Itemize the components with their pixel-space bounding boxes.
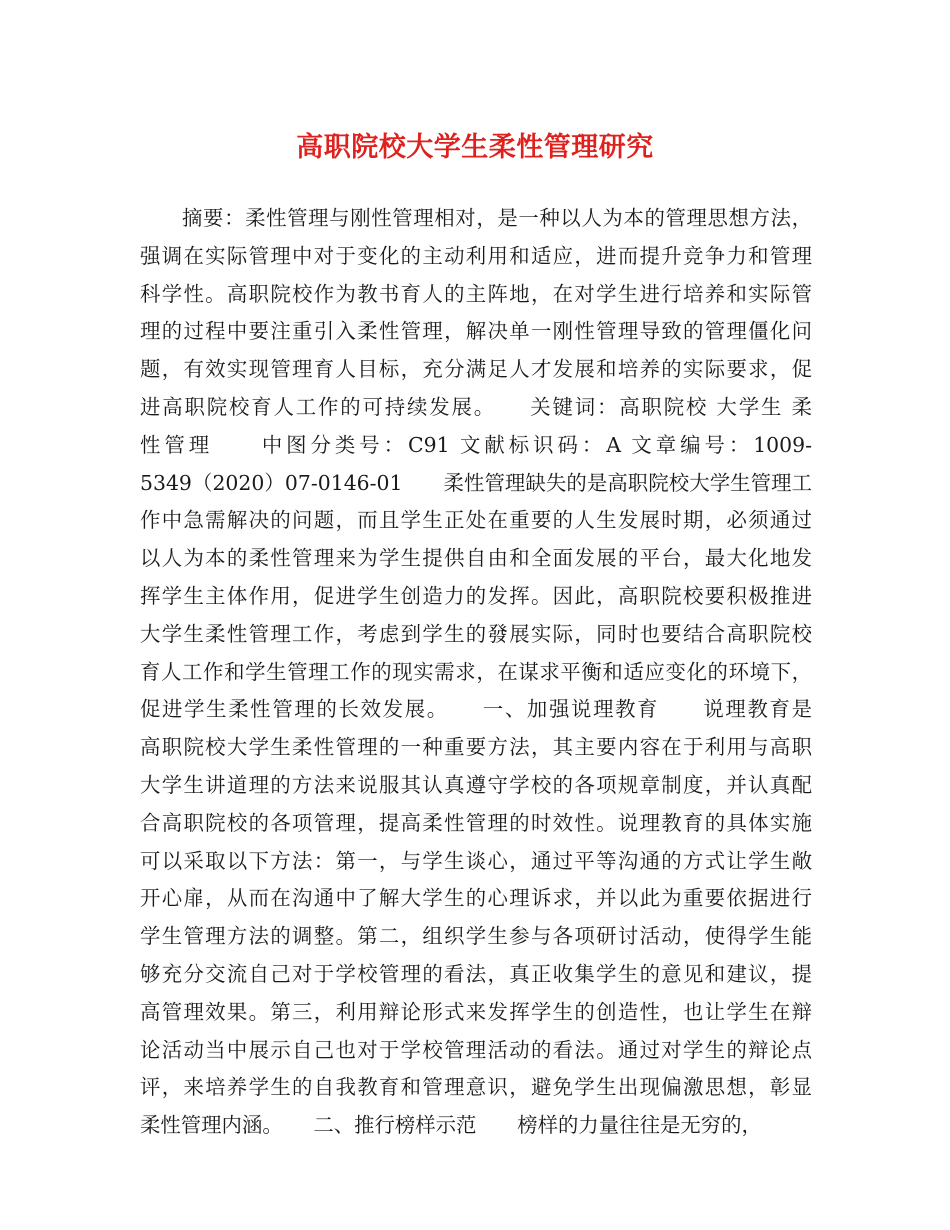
body-line: 作中急需解决的问题，而且学生正处在重要的人生发展时期，必须通过 bbox=[140, 508, 812, 533]
body-line: 摘要：柔性管理与刚性管理相对，是一种以人为本的管理思想方法， bbox=[140, 206, 812, 230]
body-line: 可以采取以下方法：第一，与学生谈心，通过平等沟通的方式让学生敞 bbox=[140, 848, 812, 873]
body-line: 科学性。高职院校作为教书育人的主阵地，在对学生进行培养和实际管 bbox=[140, 281, 812, 306]
body-line: 5349（2020）07-0146-01 柔性管理缺失的是高职院校大学生管理工 bbox=[140, 470, 812, 495]
body-line: 以人为本的柔性管理来为学生提供自由和全面发展的平台，最大化地发 bbox=[140, 546, 812, 571]
document-body bbox=[140, 200, 812, 1145]
body-line: 合高职院校的各项管理，提高柔性管理的时效性。说理教育的具体实施 bbox=[140, 810, 812, 835]
body-line: 学生管理方法的调整。第二，组织学生参与各项研讨活动，使得学生能 bbox=[140, 924, 812, 949]
body-line: 强调在实际管理中对于变化的主动利用和适应，进而提升竞争力和管理 bbox=[140, 243, 812, 268]
body-line: 理的过程中要注重引入柔性管理，解决单一刚性管理导致的管理僵化问 bbox=[140, 319, 812, 344]
body-line: 柔性管理内涵。 二、推行榜样示范 榜样的力量往往是无穷的， bbox=[140, 1113, 762, 1138]
body-line: 论活动当中展示自己也对于学校管理活动的看法。通过对学生的辩论点 bbox=[140, 1037, 812, 1062]
body-line: 高职院校大学生柔性管理的一种重要方法，其主要内容在于利用与高职 bbox=[140, 735, 812, 760]
document-title: 高职院校大学生柔性管理研究 bbox=[296, 132, 654, 163]
body-line: 题，有效实现管理育人目标，充分满足人才发展和培养的实际要求，促 bbox=[140, 357, 812, 382]
body-line: 大学生柔性管理工作，考虑到学生的發展实际，同时也要结合高职院校 bbox=[140, 621, 812, 646]
body-line: 大学生讲道理的方法来说服其认真遵守学校的各项规章制度，并认真配 bbox=[140, 772, 812, 797]
body-line: 性管理 中图分类号：C91 文献标识码：A 文章编号：1009- bbox=[140, 432, 812, 457]
body-line: 进高职院校育人工作的可持续发展。 关键词：高职院校 大学生 柔 bbox=[140, 394, 812, 419]
body-line: 育人工作和学生管理工作的现实需求，在谋求平衡和适应变化的环境下， bbox=[140, 659, 812, 684]
body-line: 高管理效果。第三，利用辩论形式来发挥学生的创造性，也让学生在辩 bbox=[140, 999, 812, 1024]
body-line: 够充分交流自己对于学校管理的看法，真正收集学生的意见和建议，提 bbox=[140, 961, 812, 986]
body-line: 评，来培养学生的自我教育和管理意识，避免学生出现偏激思想，彰显 bbox=[140, 1075, 812, 1100]
body-line: 挥学生主体作用，促进学生创造力的发挥。因此，高职院校要积极推进 bbox=[140, 583, 812, 608]
body-line: 开心扉，从而在沟通中了解大学生的心理诉求，并以此为重要依据进行 bbox=[140, 886, 812, 911]
body-line: 促进学生柔性管理的长效发展。 一、加强说理教育 说理教育是 bbox=[140, 697, 812, 722]
